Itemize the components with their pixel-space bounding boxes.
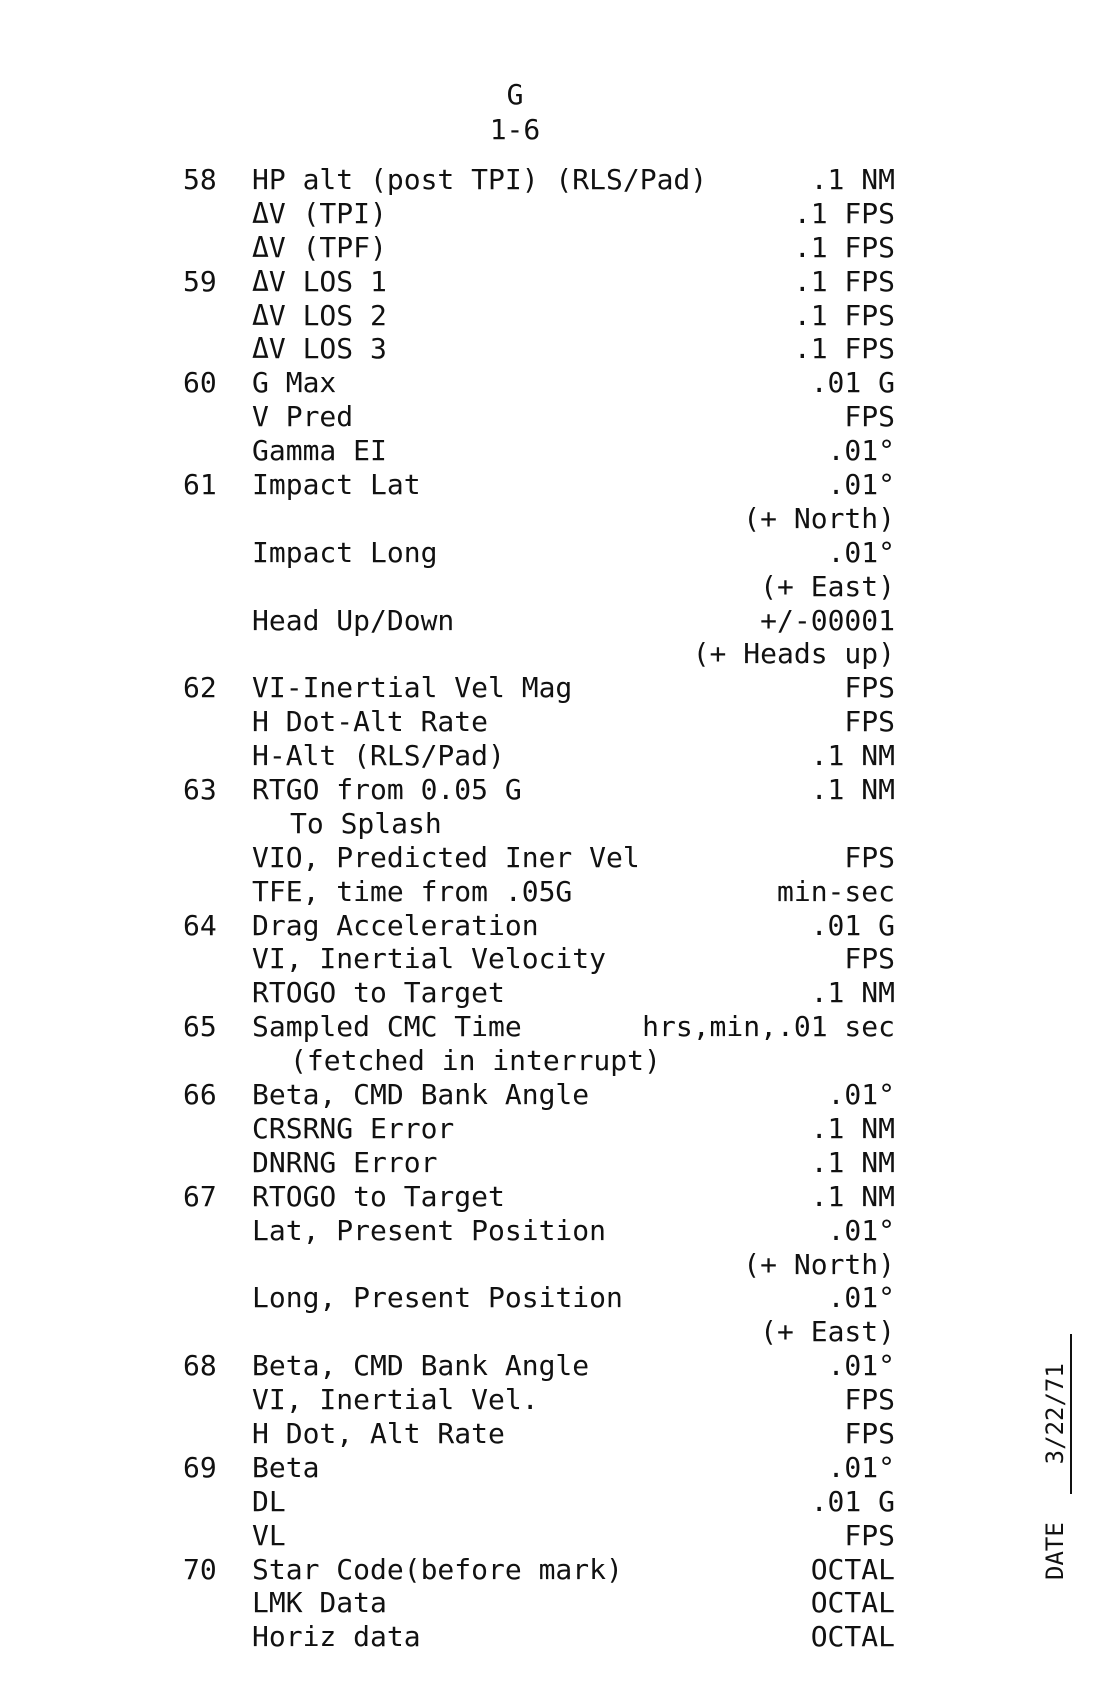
parameter-description: Sampled CMC Time bbox=[252, 1010, 522, 1044]
parameter-unit: OCTAL bbox=[810, 1586, 895, 1620]
parameter-description: RTGO from 0.05 G bbox=[252, 773, 522, 807]
parameter-description: Drag Acceleration bbox=[252, 908, 539, 942]
parameter-description: ΔV LOS 3 bbox=[252, 332, 387, 366]
parameter-number: 59 bbox=[183, 264, 217, 298]
parameter-row bbox=[0, 1485, 1101, 1519]
parameter-row bbox=[0, 468, 1101, 502]
parameter-row bbox=[0, 434, 1101, 468]
parameter-row bbox=[0, 1112, 1101, 1146]
parameter-unit: (+ North) bbox=[743, 1247, 895, 1281]
parameter-unit: min-sec bbox=[776, 874, 895, 908]
parameter-unit: .1 NM bbox=[810, 976, 895, 1010]
parameter-unit: (+ East) bbox=[760, 1315, 895, 1349]
parameter-description: TFE, time from .05G bbox=[252, 874, 573, 908]
parameter-row bbox=[0, 604, 1101, 638]
parameter-row bbox=[0, 1078, 1101, 1112]
parameter-description: CRSRNG Error bbox=[252, 1111, 455, 1145]
parameter-row bbox=[0, 197, 1101, 231]
parameter-description: Head Up/Down bbox=[252, 603, 455, 637]
parameter-row bbox=[0, 1180, 1101, 1214]
parameter-description: VI, Inertial Vel. bbox=[252, 1383, 539, 1417]
parameter-number: 70 bbox=[183, 1552, 217, 1586]
parameter-description: RTOGO to Target bbox=[252, 1179, 505, 1213]
parameter-description: V Pred bbox=[252, 400, 354, 434]
parameter-number: 58 bbox=[183, 163, 217, 196]
date-value: 3/22/71 bbox=[1040, 1334, 1072, 1494]
parameter-unit: OCTAL bbox=[810, 1552, 895, 1586]
parameter-unit: .01° bbox=[827, 535, 895, 569]
parameter-row bbox=[0, 637, 1101, 671]
parameter-row bbox=[0, 841, 1101, 875]
parameter-description: Impact Long bbox=[252, 535, 438, 569]
parameter-description: VI, Inertial Velocity bbox=[252, 942, 607, 976]
parameter-row bbox=[0, 570, 1101, 604]
parameter-unit: FPS bbox=[844, 671, 895, 705]
parameter-unit: FPS bbox=[844, 1518, 895, 1552]
parameter-description: ΔV LOS 1 bbox=[252, 264, 387, 298]
parameter-row bbox=[0, 976, 1101, 1010]
parameter-row bbox=[0, 299, 1101, 333]
parameter-description: Lat, Present Position bbox=[252, 1213, 607, 1247]
parameter-unit: .1 FPS bbox=[793, 298, 895, 332]
parameter-description: H Dot-Alt Rate bbox=[252, 705, 489, 739]
parameter-description: Long, Present Position bbox=[252, 1281, 623, 1315]
parameter-number: 68 bbox=[183, 1349, 217, 1383]
parameter-row bbox=[0, 807, 1101, 841]
parameter-row bbox=[0, 231, 1101, 265]
parameter-description: (fetched in interrupt) bbox=[290, 1044, 661, 1078]
parameter-description: ΔV (TPI) bbox=[252, 196, 387, 230]
parameter-description: Beta, CMD Bank Angle bbox=[252, 1349, 590, 1383]
parameter-description: H Dot, Alt Rate bbox=[252, 1416, 505, 1450]
parameter-unit: FPS bbox=[844, 400, 895, 434]
parameter-description: VL bbox=[252, 1518, 286, 1552]
parameter-row bbox=[0, 1451, 1101, 1485]
parameter-description: LMK Data bbox=[252, 1586, 387, 1620]
parameter-row bbox=[0, 366, 1101, 400]
date-label: DATE bbox=[1041, 1522, 1069, 1580]
date-stamp bbox=[1040, 1280, 1080, 1600]
parameter-unit: .01° bbox=[827, 1078, 895, 1112]
parameter-unit: .01° bbox=[827, 1349, 895, 1383]
parameter-unit: (+ East) bbox=[760, 569, 895, 603]
parameter-row bbox=[0, 671, 1101, 705]
parameter-number: 66 bbox=[183, 1078, 217, 1112]
parameter-unit: .1 FPS bbox=[793, 230, 895, 264]
parameter-description: HP alt (post TPI) (RLS/Pad) bbox=[252, 163, 708, 196]
parameter-number: 67 bbox=[183, 1179, 217, 1213]
parameter-list bbox=[0, 163, 1101, 1654]
parameter-description: G Max bbox=[252, 366, 337, 400]
parameter-unit: .1 FPS bbox=[793, 332, 895, 366]
parameter-number: 60 bbox=[183, 366, 217, 400]
parameter-unit: .01° bbox=[827, 1213, 895, 1247]
parameter-unit: .1 NM bbox=[810, 773, 895, 807]
parameter-description: RTOGO to Target bbox=[252, 976, 505, 1010]
parameter-row bbox=[0, 332, 1101, 366]
section-heading: G bbox=[506, 78, 524, 111]
parameter-description: Horiz data bbox=[252, 1620, 421, 1654]
parameter-row bbox=[0, 1586, 1101, 1620]
parameter-number: 65 bbox=[183, 1010, 217, 1044]
parameter-row bbox=[0, 1010, 1101, 1044]
page-number: 1-6 bbox=[489, 113, 541, 146]
parameter-unit: FPS bbox=[844, 840, 895, 874]
parameter-row bbox=[0, 1315, 1101, 1349]
parameter-unit: (+ Heads up) bbox=[692, 637, 895, 671]
parameter-unit: .1 NM bbox=[810, 1179, 895, 1213]
parameter-unit: FPS bbox=[844, 705, 895, 739]
parameter-unit: .01° bbox=[827, 1281, 895, 1315]
parameter-unit: .1 NM bbox=[810, 1111, 895, 1145]
parameter-row bbox=[0, 1553, 1101, 1587]
parameter-row bbox=[0, 1383, 1101, 1417]
parameter-unit: OCTAL bbox=[810, 1620, 895, 1654]
parameter-row bbox=[0, 1349, 1101, 1383]
parameter-description: ΔV LOS 2 bbox=[252, 298, 387, 332]
parameter-unit: hrs,min,.01 sec bbox=[642, 1010, 895, 1044]
parameter-unit: .01 G bbox=[810, 1484, 895, 1518]
parameter-description: ΔV (TPF) bbox=[252, 230, 387, 264]
parameter-unit: .1 NM bbox=[810, 739, 895, 773]
parameter-unit: FPS bbox=[844, 1416, 895, 1450]
parameter-description: VIO, Predicted Iner Vel bbox=[252, 840, 640, 874]
parameter-number: 63 bbox=[183, 773, 217, 807]
parameter-row bbox=[0, 1146, 1101, 1180]
parameter-number: 61 bbox=[183, 468, 217, 502]
parameter-row bbox=[0, 1281, 1101, 1315]
parameter-row bbox=[0, 265, 1101, 299]
parameter-unit: .1 NM bbox=[810, 1145, 895, 1179]
parameter-unit: (+ North) bbox=[743, 501, 895, 535]
parameter-description: Gamma EI bbox=[252, 434, 387, 468]
parameter-description: DNRNG Error bbox=[252, 1145, 438, 1179]
parameter-description: H-Alt (RLS/Pad) bbox=[252, 739, 505, 773]
parameter-description: Beta bbox=[252, 1450, 320, 1484]
parameter-unit: .1 NM bbox=[810, 163, 895, 196]
parameter-description: Beta, CMD Bank Angle bbox=[252, 1078, 590, 1112]
parameter-row bbox=[0, 1248, 1101, 1282]
parameter-row bbox=[0, 502, 1101, 536]
parameter-unit: +/-00001 bbox=[760, 603, 895, 637]
parameter-row bbox=[0, 942, 1101, 976]
parameter-row bbox=[0, 400, 1101, 434]
parameter-row bbox=[0, 909, 1101, 943]
parameter-description: VI-Inertial Vel Mag bbox=[252, 671, 573, 705]
parameter-number: 62 bbox=[183, 671, 217, 705]
parameter-row bbox=[0, 1417, 1101, 1451]
parameter-unit: .1 FPS bbox=[793, 196, 895, 230]
parameter-unit: .01° bbox=[827, 434, 895, 468]
parameter-unit: .01° bbox=[827, 468, 895, 502]
parameter-row bbox=[0, 1214, 1101, 1248]
parameter-unit: .01 G bbox=[810, 908, 895, 942]
parameter-row bbox=[0, 1044, 1101, 1078]
parameter-row bbox=[0, 1519, 1101, 1553]
parameter-number: 64 bbox=[183, 908, 217, 942]
parameter-row bbox=[0, 773, 1101, 807]
parameter-number: 69 bbox=[183, 1450, 217, 1484]
parameter-row bbox=[0, 163, 1101, 197]
parameter-description: Impact Lat bbox=[252, 468, 421, 502]
parameter-row bbox=[0, 705, 1101, 739]
parameter-description: Star Code(before mark) bbox=[252, 1552, 623, 1586]
parameter-unit: .01 G bbox=[810, 366, 895, 400]
parameter-description: DL bbox=[252, 1484, 286, 1518]
parameter-description: To Splash bbox=[290, 806, 442, 840]
parameter-unit: .1 FPS bbox=[793, 264, 895, 298]
parameter-unit: FPS bbox=[844, 1383, 895, 1417]
parameter-row bbox=[0, 875, 1101, 909]
parameter-row bbox=[0, 1620, 1101, 1654]
parameter-unit: .01° bbox=[827, 1450, 895, 1484]
parameter-unit: FPS bbox=[844, 942, 895, 976]
parameter-row bbox=[0, 536, 1101, 570]
parameter-row bbox=[0, 739, 1101, 773]
